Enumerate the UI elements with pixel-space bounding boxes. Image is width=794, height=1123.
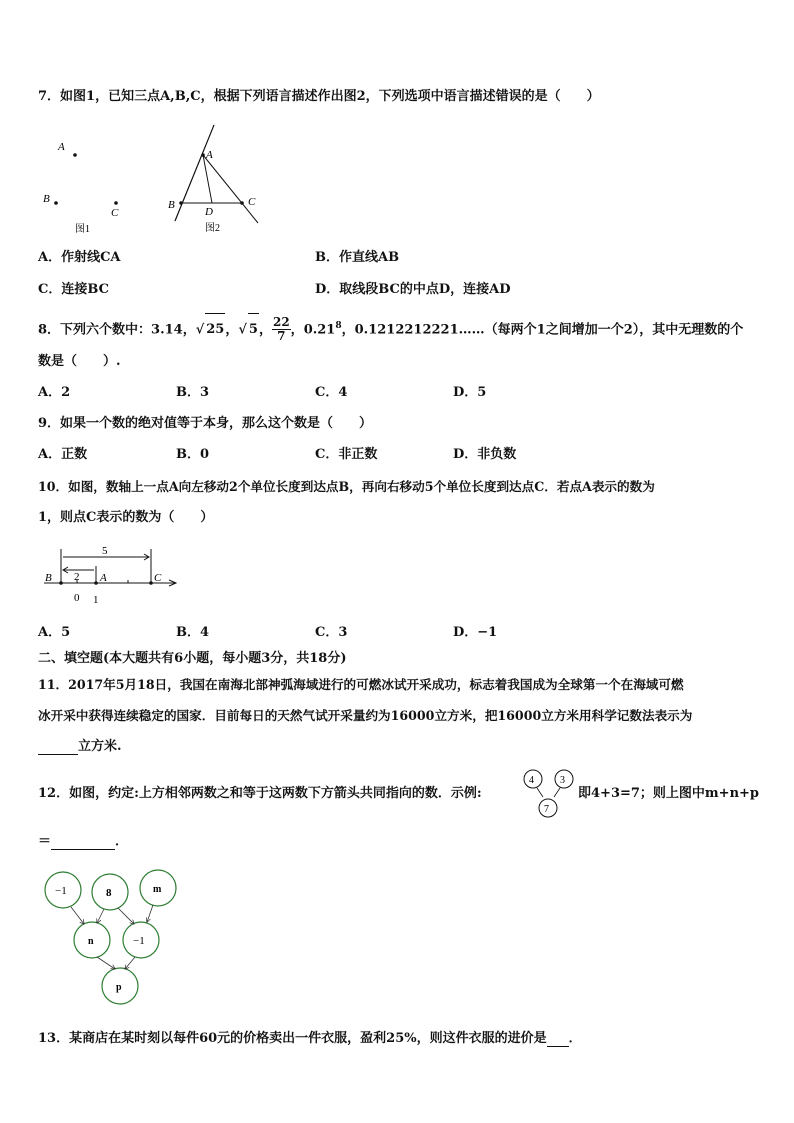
q8-option-c: C．4 [315,385,348,400]
q10-option-b: B．4 [176,625,210,640]
q10-label-b: B [45,572,52,584]
q9-option-c: C．非正数 [315,447,378,462]
example-top-left: 4 [529,775,534,786]
q7-figure-2 [160,125,270,235]
fig2-label-a: A [206,149,213,161]
section-title: 二、填空题(本大题共有6小题，每小题3分，共18分) [38,651,347,666]
fig1-label-b: B [43,193,50,205]
q10-label-five: 5 [102,545,108,557]
fig1-caption: 图1 [75,224,90,235]
q7-option-a: A．作射线CA [38,250,121,265]
q10-label-c: C [154,572,162,584]
fig2-label-c: C [248,196,256,208]
q10-option-d: D．−1 [453,625,498,640]
q7-stem: 7．如图1，已知三点A,B,C，根据下列语言描述作出图2，下列选项中语言描述错误的是（ ） [38,89,600,104]
q8-line1: 8．下列六个数中：3.14，√ 25，√ 5， $\frac{22}{7}$ ，0.21$^8$，0.1212212221……（每两个1之间增加一个2），其中无理数的个 [38,310,743,342]
q11-line2: 冰开采中获得连续稳定的国家．目前每日的天然气试开采量约为16000立方米，把16000立方米用科学记数法表示为 [38,708,693,723]
q7-figure-1 [40,138,140,238]
q8-option-a: A．2 [38,385,71,400]
q12-line2: ＝ ． [38,834,129,849]
q8-line2: 数是（ ）. [38,354,121,369]
q13-answer-blank [547,1046,569,1047]
fig1-label-a: A [58,141,65,153]
fig1-point-b [54,201,58,205]
segment-ad [203,155,212,203]
q13-line: 13．某商店在某时刻以每件60元的价格卖出一件衣服，盈利25%，则这件衣服的进价是 ． [38,1031,582,1046]
q7-option-b: B．作直线AB [315,250,400,265]
q8-option-b: B．3 [176,385,210,400]
q12-stem-tail: 即4+3=7；则上图中m+n+p [578,786,760,801]
q8-repeating-dot: 8 [335,321,342,331]
circle-6: p [116,982,122,993]
q8-option-d: D．5 [453,385,487,400]
fig2-label-d: D [205,206,213,218]
q11-line1: 11．2017年5月18日，我国在南海北部神弧海域进行的可燃冰试开采成功，标志着我国成为全球第一个在海域可燃 [38,677,684,692]
q10-line2: 1，则点C表示的数为（ ） [38,510,214,525]
q10-number-line [40,542,190,606]
q10-label-two: 2 [74,571,80,583]
q12-example-diagram [520,768,580,820]
fig2-label-b: B [168,199,175,211]
q11-line3: 立方米. [38,739,122,755]
q10-line1: 10．如图，数轴上一点A向左移动2个单位长度到达点B，再向右移动5个单位长度到达点C．若点A表示的数为 [38,479,655,494]
q11-answer-blank [38,754,78,755]
q10-option-a: A．5 [38,625,71,640]
q12-circle-diagram [40,866,190,1008]
fig1-point-a [73,153,77,157]
q10-option-c: C．3 [315,625,348,640]
q7-option-c: C．连接BC [38,282,109,297]
q12-stem: 12．如图，约定:上方相邻两数之和等于这两数下方箭头共同指向的数．示例: [38,786,482,801]
fig1-label-c: C [111,207,119,219]
example-top-right: 3 [560,775,565,786]
q9-option-b: B．0 [176,447,210,462]
circle-5: −1 [133,935,145,947]
q12-answer-blank [51,849,115,850]
q8-prefix: 8．下列六个数中：3.14， [38,322,196,338]
q7-option-d: D．取线段BC的中点D，连接AD [315,282,511,297]
q8-suffix: ，0.1212212221……（每两个1之间增加一个2），其中无理数的个 [341,322,744,338]
q9-stem: 9．如果一个数的绝对值等于本身，那么这个数是（ ） [38,416,373,431]
q10-label-a: A [100,572,107,584]
q9-option-a: A．正数 [38,447,88,462]
circle-1: −1 [55,885,67,897]
q8-sqrt25: 25 [205,313,225,346]
q8-repeating: 0.21 [303,322,336,338]
q8-fraction: $\frac{22}{7}$ [272,315,290,344]
q9-option-d: D．非负数 [453,447,517,462]
circle-4: n [88,936,94,947]
example-bottom: 7 [544,804,549,815]
q8-sqrt5: 5 [248,313,259,346]
circle-3: m [153,884,162,895]
q10-label-one: 1 [93,594,99,606]
q13-stem: 13．某商店在某时刻以每件60元的价格卖出一件衣服，盈利25%，则这件衣服的进价是 [38,1031,547,1046]
q10-label-zero: 0 [74,592,80,604]
fig1-point-c [114,201,118,205]
fig2-caption: 图2 [205,223,220,234]
circle-2: 8 [106,887,112,899]
